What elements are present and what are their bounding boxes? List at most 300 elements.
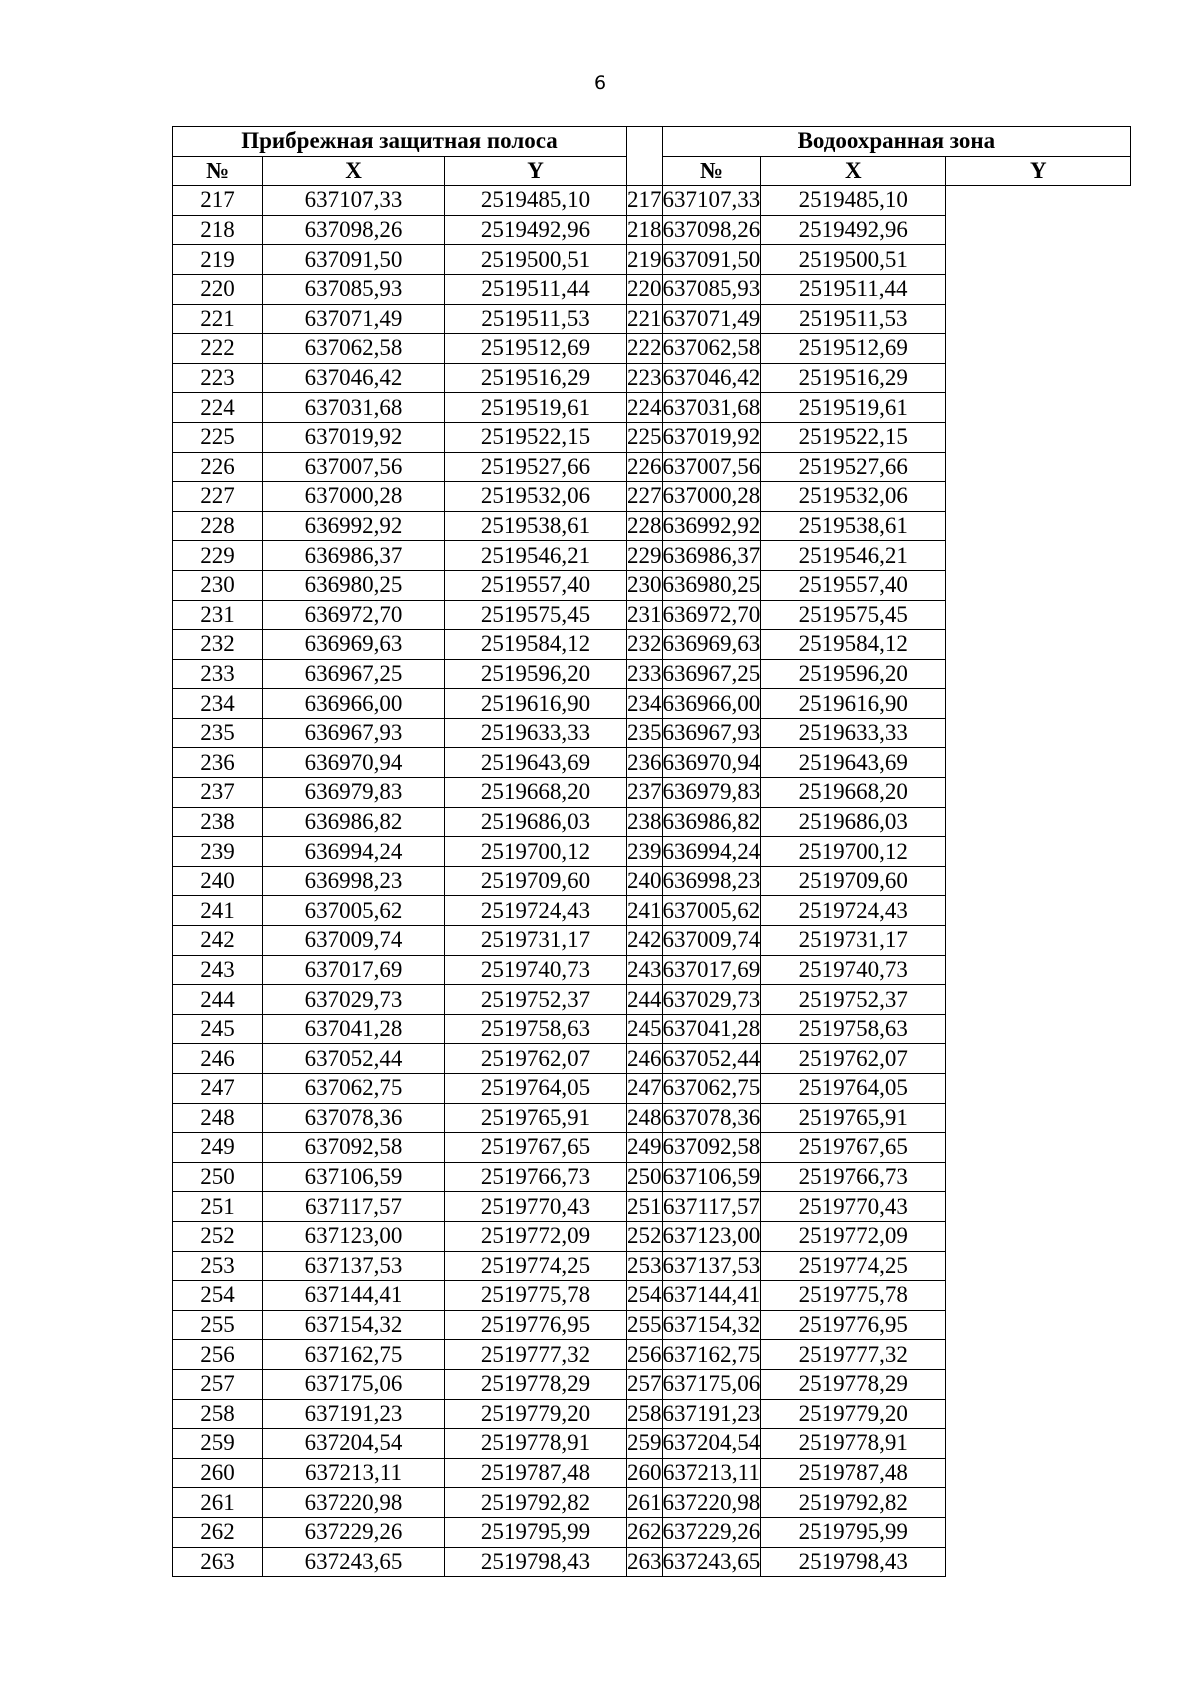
table-row (173, 186, 1131, 216)
left-num-cell: 263 (173, 1547, 263, 1577)
table-row (173, 1399, 1131, 1429)
right-y-cell: 2519700,12 (761, 837, 946, 867)
left-num-cell: 230 (173, 570, 263, 600)
left-num-cell: 236 (173, 748, 263, 778)
left-num-cell: 251 (173, 1192, 263, 1222)
table-row (173, 1162, 1131, 1192)
right-num-cell: 225 (627, 422, 663, 452)
left-y-cell: 2519538,61 (445, 511, 627, 541)
right-y-cell: 2519777,32 (761, 1340, 946, 1370)
table-row (173, 1369, 1131, 1399)
table-row (173, 1281, 1131, 1311)
right-y-cell: 2519516,29 (761, 363, 946, 393)
table-row (173, 718, 1131, 748)
left-x-cell: 637229,26 (263, 1517, 445, 1547)
right-num-cell: 247 (627, 1074, 663, 1104)
section-gap (627, 127, 663, 186)
right-num-cell: 261 (627, 1488, 663, 1518)
left-num-cell: 222 (173, 334, 263, 364)
right-y-cell: 2519527,66 (761, 452, 946, 482)
table-row (173, 1429, 1131, 1459)
right-x-cell: 637144,41 (662, 1281, 761, 1311)
table-row (173, 393, 1131, 423)
left-num-cell: 247 (173, 1074, 263, 1104)
left-x-cell: 637213,11 (263, 1458, 445, 1488)
left-x-cell: 636967,93 (263, 718, 445, 748)
table-row (173, 866, 1131, 896)
left-y-cell: 2519762,07 (445, 1044, 627, 1074)
right-y-cell: 2519616,90 (761, 689, 946, 719)
left-num-cell: 217 (173, 186, 263, 216)
right-y-cell: 2519557,40 (761, 570, 946, 600)
left-y-cell: 2519766,73 (445, 1162, 627, 1192)
left-x-cell: 637137,53 (263, 1251, 445, 1281)
right-x-cell: 636970,94 (662, 748, 761, 778)
right-x-cell: 637031,68 (662, 393, 761, 423)
left-x-cell: 636986,82 (263, 807, 445, 837)
left-y-cell: 2519767,65 (445, 1133, 627, 1163)
left-y-cell: 2519643,69 (445, 748, 627, 778)
left-num-cell: 233 (173, 659, 263, 689)
right-y-cell: 2519798,43 (761, 1547, 946, 1577)
right-x-cell: 637092,58 (662, 1133, 761, 1163)
left-num-cell: 229 (173, 541, 263, 571)
right-num-cell: 229 (627, 541, 663, 571)
right-num-cell: 240 (627, 866, 663, 896)
right-num-cell: 233 (627, 659, 663, 689)
right-y-cell: 2519519,61 (761, 393, 946, 423)
table-row (173, 1340, 1131, 1370)
right-x-cell: 637162,75 (662, 1340, 761, 1370)
left-num-cell: 253 (173, 1251, 263, 1281)
right-x-cell: 637229,26 (662, 1517, 761, 1547)
right-x-cell: 636966,00 (662, 689, 761, 719)
left-num-cell: 256 (173, 1340, 263, 1370)
table-row (173, 600, 1131, 630)
left-x-cell: 637052,44 (263, 1044, 445, 1074)
right-y-cell: 2519709,60 (761, 866, 946, 896)
table-row (173, 1517, 1131, 1547)
left-x-cell: 637220,98 (263, 1488, 445, 1518)
table-row (173, 1103, 1131, 1133)
right-y-cell: 2519584,12 (761, 630, 946, 660)
right-num-cell: 222 (627, 334, 663, 364)
table-body (173, 186, 1131, 1577)
left-x-cell: 637062,58 (263, 334, 445, 364)
left-num-cell: 254 (173, 1281, 263, 1311)
left-y-header: Y (445, 156, 627, 186)
left-y-cell: 2519795,99 (445, 1517, 627, 1547)
right-num-cell: 251 (627, 1192, 663, 1222)
table-row (173, 245, 1131, 275)
left-y-cell: 2519616,90 (445, 689, 627, 719)
left-y-cell: 2519633,33 (445, 718, 627, 748)
right-y-cell: 2519758,63 (761, 1014, 946, 1044)
left-y-cell: 2519492,96 (445, 215, 627, 245)
left-x-cell: 636966,00 (263, 689, 445, 719)
table-row (173, 482, 1131, 512)
left-x-cell: 637078,36 (263, 1103, 445, 1133)
right-num-cell: 228 (627, 511, 663, 541)
right-num-header: № (662, 156, 761, 186)
right-y-cell: 2519492,96 (761, 215, 946, 245)
left-num-cell: 224 (173, 393, 263, 423)
left-x-cell: 637162,75 (263, 1340, 445, 1370)
table-row (173, 1014, 1131, 1044)
right-x-cell: 637062,58 (662, 334, 761, 364)
left-num-cell: 250 (173, 1162, 263, 1192)
left-x-cell: 637175,06 (263, 1369, 445, 1399)
left-x-cell: 637092,58 (263, 1133, 445, 1163)
right-num-cell: 243 (627, 955, 663, 985)
right-x-header: X (761, 156, 946, 186)
right-x-cell: 637005,62 (662, 896, 761, 926)
right-y-cell: 2519538,61 (761, 511, 946, 541)
right-y-cell: 2519686,03 (761, 807, 946, 837)
right-y-cell: 2519532,06 (761, 482, 946, 512)
left-y-cell: 2519724,43 (445, 896, 627, 926)
left-x-cell: 636986,37 (263, 541, 445, 571)
left-num-cell: 258 (173, 1399, 263, 1429)
left-y-cell: 2519485,10 (445, 186, 627, 216)
right-y-cell: 2519522,15 (761, 422, 946, 452)
right-num-cell: 234 (627, 689, 663, 719)
right-num-cell: 258 (627, 1399, 663, 1429)
right-num-cell: 220 (627, 274, 663, 304)
left-y-cell: 2519668,20 (445, 778, 627, 808)
right-num-cell: 237 (627, 778, 663, 808)
left-y-cell: 2519778,91 (445, 1429, 627, 1459)
left-x-cell: 637046,42 (263, 363, 445, 393)
right-num-cell: 223 (627, 363, 663, 393)
right-num-cell: 260 (627, 1458, 663, 1488)
right-num-cell: 217 (627, 186, 663, 216)
left-x-cell: 637031,68 (263, 393, 445, 423)
right-y-cell: 2519511,53 (761, 304, 946, 334)
left-y-cell: 2519584,12 (445, 630, 627, 660)
right-y-cell: 2519772,09 (761, 1221, 946, 1251)
right-num-cell: 256 (627, 1340, 663, 1370)
left-y-cell: 2519774,25 (445, 1251, 627, 1281)
left-num-cell: 218 (173, 215, 263, 245)
right-x-cell: 636986,82 (662, 807, 761, 837)
table-row (173, 511, 1131, 541)
right-x-cell: 636992,92 (662, 511, 761, 541)
left-x-cell: 637191,23 (263, 1399, 445, 1429)
left-x-cell: 637144,41 (263, 1281, 445, 1311)
left-x-cell: 637091,50 (263, 245, 445, 275)
right-y-cell: 2519731,17 (761, 926, 946, 956)
table-row (173, 748, 1131, 778)
page-number: 6 (593, 72, 607, 94)
right-x-cell: 637091,50 (662, 245, 761, 275)
right-num-cell: 227 (627, 482, 663, 512)
right-y-cell: 2519546,21 (761, 541, 946, 571)
right-num-cell: 250 (627, 1162, 663, 1192)
right-y-cell: 2519596,20 (761, 659, 946, 689)
left-y-cell: 2519557,40 (445, 570, 627, 600)
left-y-cell: 2519511,44 (445, 274, 627, 304)
left-num-cell: 220 (173, 274, 263, 304)
right-x-cell: 637062,75 (662, 1074, 761, 1104)
left-x-cell: 637071,49 (263, 304, 445, 334)
left-num-header: № (173, 156, 263, 186)
right-num-cell: 246 (627, 1044, 663, 1074)
right-y-cell: 2519765,91 (761, 1103, 946, 1133)
left-num-cell: 238 (173, 807, 263, 837)
right-num-cell: 263 (627, 1547, 663, 1577)
left-num-cell: 237 (173, 778, 263, 808)
right-y-cell: 2519668,20 (761, 778, 946, 808)
left-x-cell: 637085,93 (263, 274, 445, 304)
right-x-cell: 637243,65 (662, 1547, 761, 1577)
right-num-cell: 252 (627, 1221, 663, 1251)
right-x-cell: 637046,42 (662, 363, 761, 393)
left-y-cell: 2519778,29 (445, 1369, 627, 1399)
right-y-cell: 2519764,05 (761, 1074, 946, 1104)
right-x-cell: 637007,56 (662, 452, 761, 482)
right-x-cell: 637009,74 (662, 926, 761, 956)
left-y-cell: 2519770,43 (445, 1192, 627, 1222)
left-num-cell: 252 (173, 1221, 263, 1251)
right-num-cell: 244 (627, 985, 663, 1015)
left-y-cell: 2519500,51 (445, 245, 627, 275)
left-x-cell: 637000,28 (263, 482, 445, 512)
left-y-cell: 2519596,20 (445, 659, 627, 689)
left-num-cell: 249 (173, 1133, 263, 1163)
table-row (173, 837, 1131, 867)
table-row (173, 926, 1131, 956)
right-num-cell: 238 (627, 807, 663, 837)
left-num-cell: 255 (173, 1310, 263, 1340)
left-num-cell: 243 (173, 955, 263, 985)
left-y-cell: 2519772,09 (445, 1221, 627, 1251)
left-y-cell: 2519516,29 (445, 363, 627, 393)
table-row (173, 1488, 1131, 1518)
table-row (173, 452, 1131, 482)
left-y-cell: 2519522,15 (445, 422, 627, 452)
left-x-cell: 637017,69 (263, 955, 445, 985)
right-x-cell: 637029,73 (662, 985, 761, 1015)
left-y-cell: 2519752,37 (445, 985, 627, 1015)
right-x-cell: 637000,28 (662, 482, 761, 512)
right-y-cell: 2519762,07 (761, 1044, 946, 1074)
right-x-cell: 637017,69 (662, 955, 761, 985)
left-y-cell: 2519731,17 (445, 926, 627, 956)
table-row (173, 659, 1131, 689)
left-x-cell: 636998,23 (263, 866, 445, 896)
table-row (173, 570, 1131, 600)
right-x-cell: 637078,36 (662, 1103, 761, 1133)
table-row (173, 1192, 1131, 1222)
right-num-cell: 259 (627, 1429, 663, 1459)
left-num-cell: 242 (173, 926, 263, 956)
right-section-title: Водоохранная зона (662, 127, 1131, 157)
left-x-cell: 637019,92 (263, 422, 445, 452)
right-x-cell: 637154,32 (662, 1310, 761, 1340)
right-x-cell: 637191,23 (662, 1399, 761, 1429)
right-y-cell: 2519787,48 (761, 1458, 946, 1488)
table-row (173, 689, 1131, 719)
right-num-cell: 218 (627, 215, 663, 245)
left-num-cell: 244 (173, 985, 263, 1015)
right-y-cell: 2519500,51 (761, 245, 946, 275)
left-y-cell: 2519511,53 (445, 304, 627, 334)
right-x-cell: 637213,11 (662, 1458, 761, 1488)
right-x-cell: 636986,37 (662, 541, 761, 571)
left-x-cell: 637029,73 (263, 985, 445, 1015)
left-num-cell: 226 (173, 452, 263, 482)
left-y-cell: 2519575,45 (445, 600, 627, 630)
left-num-cell: 232 (173, 630, 263, 660)
table-row (173, 896, 1131, 926)
table-title-row (173, 127, 1131, 157)
left-y-cell: 2519777,32 (445, 1340, 627, 1370)
left-num-cell: 221 (173, 304, 263, 334)
table-row (173, 955, 1131, 985)
right-x-cell: 637098,26 (662, 215, 761, 245)
right-x-cell: 637137,53 (662, 1251, 761, 1281)
right-y-cell: 2519740,73 (761, 955, 946, 985)
left-num-cell: 262 (173, 1517, 263, 1547)
left-x-cell: 637009,74 (263, 926, 445, 956)
left-section-title: Прибрежная защитная полоса (173, 127, 627, 157)
right-y-header: Y (946, 156, 1131, 186)
left-x-cell: 636969,63 (263, 630, 445, 660)
right-y-cell: 2519779,20 (761, 1399, 946, 1429)
table-row (173, 1133, 1131, 1163)
left-num-cell: 259 (173, 1429, 263, 1459)
right-num-cell: 254 (627, 1281, 663, 1311)
left-x-cell: 636972,70 (263, 600, 445, 630)
table-row (173, 1074, 1131, 1104)
right-y-cell: 2519511,44 (761, 274, 946, 304)
left-y-cell: 2519700,12 (445, 837, 627, 867)
table-row (173, 304, 1131, 334)
right-y-cell: 2519575,45 (761, 600, 946, 630)
table-row (173, 334, 1131, 364)
table-row (173, 778, 1131, 808)
right-x-cell: 637175,06 (662, 1369, 761, 1399)
left-y-cell: 2519546,21 (445, 541, 627, 571)
table-row (173, 1310, 1131, 1340)
right-x-cell: 636967,25 (662, 659, 761, 689)
left-num-cell: 223 (173, 363, 263, 393)
left-x-cell: 637107,33 (263, 186, 445, 216)
right-x-cell: 637085,93 (662, 274, 761, 304)
right-y-cell: 2519633,33 (761, 718, 946, 748)
right-y-cell: 2519485,10 (761, 186, 946, 216)
right-num-cell: 253 (627, 1251, 663, 1281)
left-x-cell: 637117,57 (263, 1192, 445, 1222)
right-num-cell: 249 (627, 1133, 663, 1163)
right-y-cell: 2519776,95 (761, 1310, 946, 1340)
right-y-cell: 2519752,37 (761, 985, 946, 1015)
right-num-cell: 235 (627, 718, 663, 748)
left-x-cell: 636970,94 (263, 748, 445, 778)
left-num-cell: 260 (173, 1458, 263, 1488)
left-x-cell: 636992,92 (263, 511, 445, 541)
right-x-cell: 637052,44 (662, 1044, 761, 1074)
right-x-cell: 637123,00 (662, 1221, 761, 1251)
right-x-cell: 637071,49 (662, 304, 761, 334)
right-num-cell: 245 (627, 1014, 663, 1044)
right-num-cell: 257 (627, 1369, 663, 1399)
right-x-cell: 637019,92 (662, 422, 761, 452)
left-x-cell: 637154,32 (263, 1310, 445, 1340)
table-row (173, 985, 1131, 1015)
right-num-cell: 255 (627, 1310, 663, 1340)
table-row (173, 1221, 1131, 1251)
right-y-cell: 2519775,78 (761, 1281, 946, 1311)
left-y-cell: 2519686,03 (445, 807, 627, 837)
right-num-cell: 219 (627, 245, 663, 275)
right-x-cell: 636998,23 (662, 866, 761, 896)
right-y-cell: 2519778,29 (761, 1369, 946, 1399)
left-num-cell: 240 (173, 866, 263, 896)
left-num-cell: 239 (173, 837, 263, 867)
left-x-cell: 636979,83 (263, 778, 445, 808)
right-x-cell: 637041,28 (662, 1014, 761, 1044)
left-num-cell: 241 (173, 896, 263, 926)
right-x-cell: 636979,83 (662, 778, 761, 808)
left-x-cell: 637098,26 (263, 215, 445, 245)
coordinates-table (172, 126, 1131, 1577)
right-y-cell: 2519724,43 (761, 896, 946, 926)
right-x-cell: 636972,70 (662, 600, 761, 630)
left-y-cell: 2519798,43 (445, 1547, 627, 1577)
left-y-cell: 2519758,63 (445, 1014, 627, 1044)
table-row (173, 541, 1131, 571)
right-x-cell: 636980,25 (662, 570, 761, 600)
left-num-cell: 246 (173, 1044, 263, 1074)
right-x-cell: 637220,98 (662, 1488, 761, 1518)
left-y-cell: 2519527,66 (445, 452, 627, 482)
left-x-cell: 636967,25 (263, 659, 445, 689)
right-x-cell: 637107,33 (662, 186, 761, 216)
left-y-cell: 2519532,06 (445, 482, 627, 512)
left-x-cell: 637062,75 (263, 1074, 445, 1104)
left-x-cell: 637243,65 (263, 1547, 445, 1577)
left-y-cell: 2519512,69 (445, 334, 627, 364)
left-y-cell: 2519787,48 (445, 1458, 627, 1488)
right-num-cell: 242 (627, 926, 663, 956)
table-row (173, 1458, 1131, 1488)
right-num-cell: 224 (627, 393, 663, 423)
right-x-cell: 636967,93 (662, 718, 761, 748)
right-num-cell: 232 (627, 630, 663, 660)
left-x-cell: 637041,28 (263, 1014, 445, 1044)
left-y-cell: 2519519,61 (445, 393, 627, 423)
right-y-cell: 2519643,69 (761, 748, 946, 778)
left-num-cell: 257 (173, 1369, 263, 1399)
left-x-header: X (263, 156, 445, 186)
right-num-cell: 236 (627, 748, 663, 778)
left-x-cell: 636994,24 (263, 837, 445, 867)
table-row (173, 274, 1131, 304)
left-num-cell: 227 (173, 482, 263, 512)
left-num-cell: 228 (173, 511, 263, 541)
right-y-cell: 2519512,69 (761, 334, 946, 364)
left-y-cell: 2519765,91 (445, 1103, 627, 1133)
right-x-cell: 636969,63 (662, 630, 761, 660)
table-row (173, 1044, 1131, 1074)
right-x-cell: 637106,59 (662, 1162, 761, 1192)
left-y-cell: 2519776,95 (445, 1310, 627, 1340)
right-num-cell: 231 (627, 600, 663, 630)
left-y-cell: 2519792,82 (445, 1488, 627, 1518)
right-num-cell: 230 (627, 570, 663, 600)
